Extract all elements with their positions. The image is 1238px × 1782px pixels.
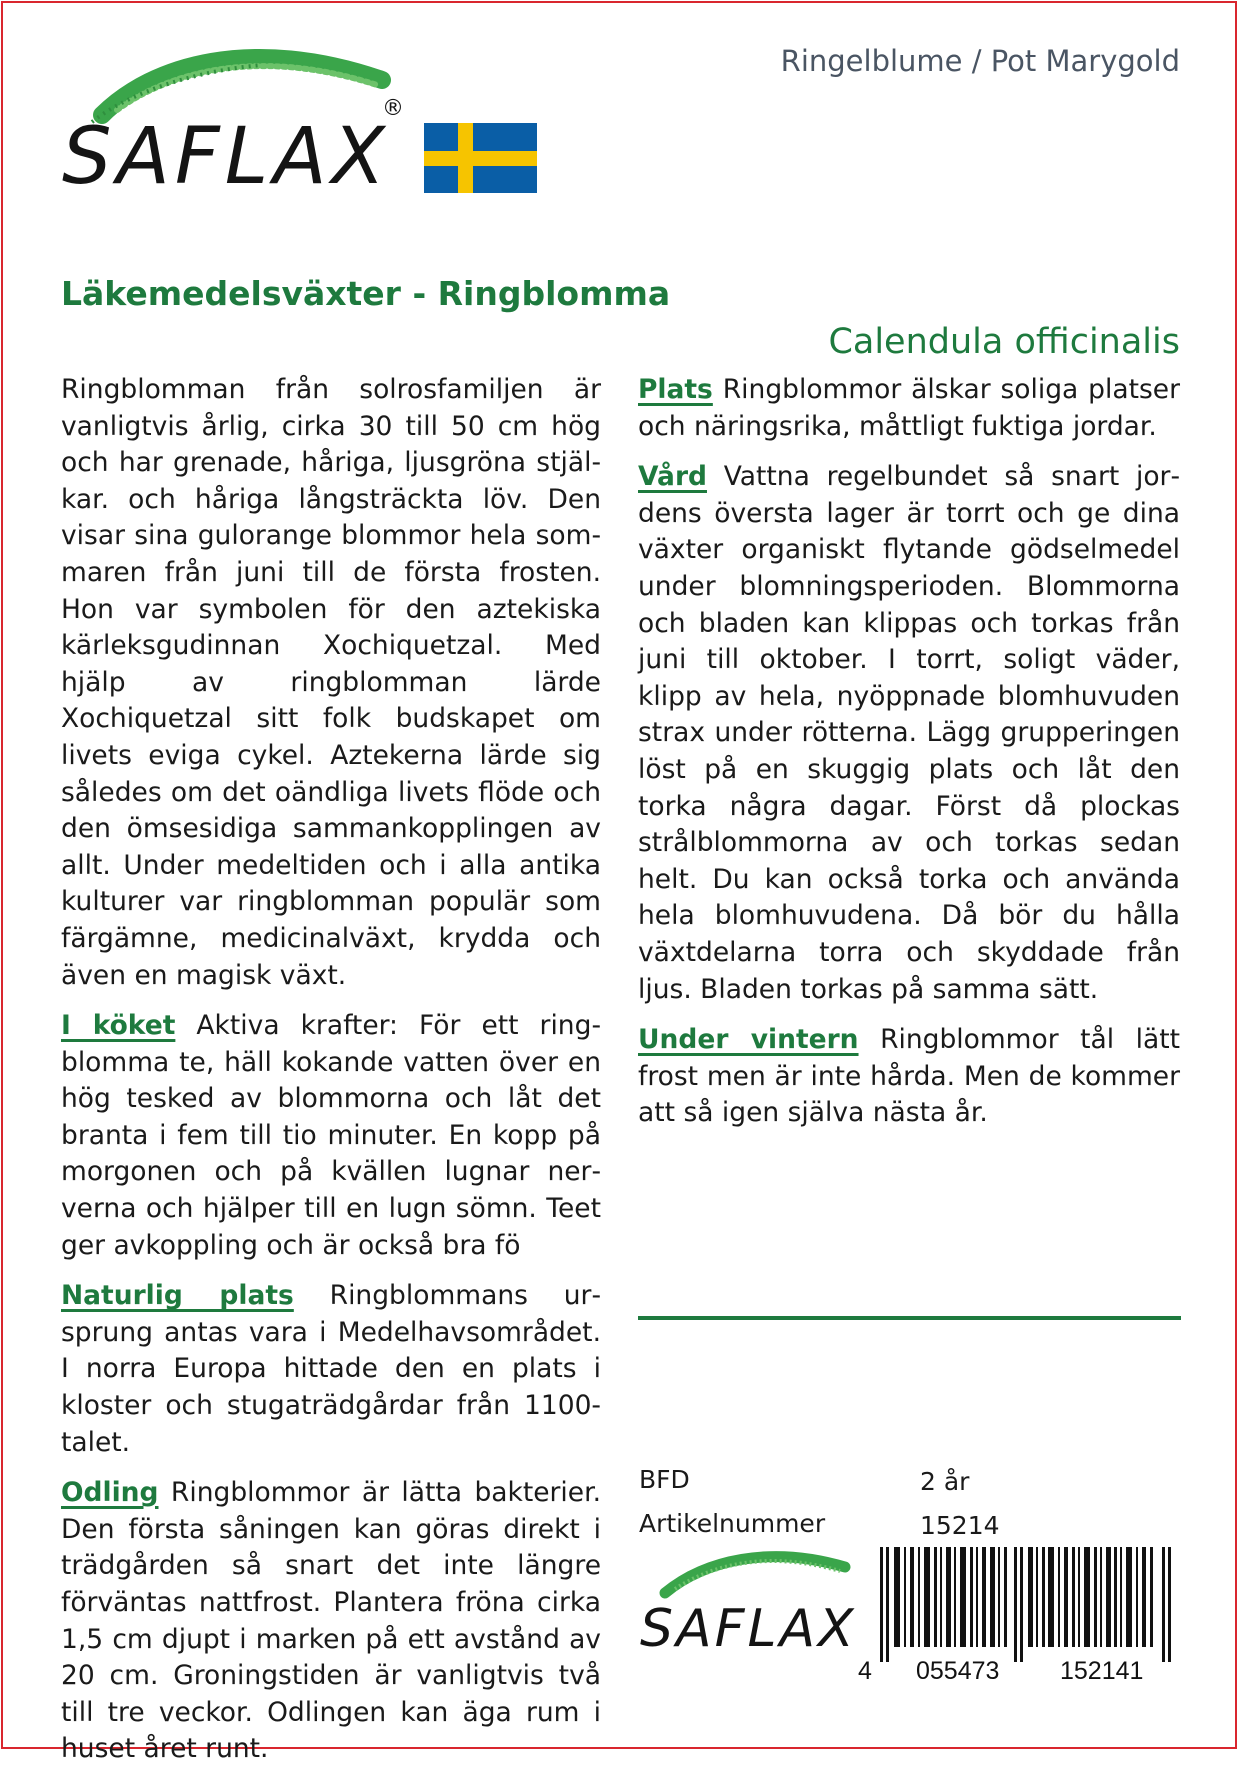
odling-heading: Odling [61, 1477, 159, 1509]
plats-heading: Plats [638, 374, 713, 405]
vard-text: Vattna regelbundet så snart jordens översta lager är torrt och ge dina växter organiskt flytande gödselmedel under blomningsperioden. Blommorna och bladen kan klippas och torkas från juni till oktober. I torrt, soligt väder, klipp av hela, nyöppnade blomhuvuden strax under rötterna. Lägg grupperingen löst på en skuggig plats och låt den torka några dagar. Först då plockas strålblommorna av och torkas sedan helt. Du kan också torka och använda hela blomhuvudena. Då bör du hålla växtdelarna torra och skyddade från ljus. Bladen torkas på samma sätt. [638, 461, 1180, 1005]
logo-small-wordmark: SAFLAX [640, 1599, 857, 1659]
intro-paragraph: Ringblomman från solrosfamiljen är vanligtvis årlig, cirka 30 till 50 cm hög och har grenade, håriga, ljusgröna stjälkar. och håriga långsträckta löv. Den visar sina gulorange blommor hela sommaren från juni till de första frosten. Hon var symbolen för den aztekiska kärleksgudinnan Xochiquetzal. Med hjälp av ringblomman lärde Xochiquetzal sitt folk budskapet om livets eviga cykel. Aztekerna lärde sig således om det oändliga livets flöde och den ömsesidiga sammankopplingen av allt. Under medeltiden och i alla antika kulturer var ringblomman populär som färgämne, medicinalväxt, krydda och även en magisk växt. [61, 374, 601, 991]
barcode-first-digit: 4 [858, 1657, 872, 1685]
vintern-paragraph [638, 1022, 1180, 1132]
plats-paragraph [638, 372, 1180, 445]
naturlig-paragraph [61, 1278, 601, 1461]
bfd-value: 2 år [920, 1467, 970, 1496]
grass-swoosh-small-icon [640, 1545, 870, 1605]
barcode-group-2: 152141 [1060, 1657, 1144, 1685]
odling-text: Ringblommor är lätta bakterier. Den första såningen kan göras direkt i trädgården så snart det inte längre förväntas nattfrost. Plantera fröna cirka 1,5 cm djupt i marken på ett avstånd av 20 cm. Groningstiden är vanligtvis två till tre veckor. Odlingen kan äga rum i huset året runt. [61, 1477, 601, 1765]
page-title: Läkemedelsväxter - Ringblomma [61, 274, 671, 313]
sweden-flag-icon [424, 123, 537, 193]
koket-heading: I köket [61, 1010, 176, 1042]
plats-text: Ringblommor älskar soliga platser och näringsrika, måttligt fuktiga jordar. [638, 374, 1180, 442]
section-divider [638, 1316, 1181, 1320]
barcode-bars [858, 1547, 1184, 1662]
product-name: Ringelblume / Pot Marygold [780, 44, 1180, 78]
koket-paragraph [61, 1008, 601, 1264]
latin-name: Calendula officinalis [828, 322, 1180, 362]
koket-text: Aktiva krafter: För ett ringblomma te, häll kokande vatten över en hög tesked av blommorna och låt det branta i fem till tio minuter. En kopp på morgonen och på kvällen lugnar nerverna och hjälper till en lugn sömn. Teet ger avkoppling och är också bra fö [61, 1010, 601, 1261]
article-label: Artikelnummer [639, 1509, 826, 1538]
right-column [638, 372, 1180, 1146]
registered-mark: ® [382, 96, 404, 121]
vard-heading: Vård [638, 461, 707, 493]
left-column [61, 372, 601, 1782]
naturlig-text: Ringblommans ursprung antas vara i Medelhavsområdet. I norra Europa hittade den en plats i kloster och stugaträdgårdar från 1100-talet. [61, 1280, 601, 1458]
vintern-heading: Under vintern [638, 1024, 859, 1056]
logo-wordmark: SAFLAX [62, 112, 390, 202]
naturlig-heading: Naturlig plats [61, 1280, 294, 1312]
saflax-logo-small [640, 1545, 870, 1659]
barcode [858, 1547, 1184, 1687]
barcode-group-1: 055473 [916, 1657, 1000, 1685]
article-value: 15214 [920, 1511, 1000, 1540]
bfd-label: BFD [639, 1465, 690, 1494]
odling-paragraph [61, 1475, 601, 1768]
saflax-logo [62, 40, 412, 210]
vard-paragraph [638, 459, 1180, 1008]
vintern-text: Ringblommor tål lätt frost men är inte hårda. Men de kommer att så igen själva nästa år. [638, 1024, 1181, 1129]
